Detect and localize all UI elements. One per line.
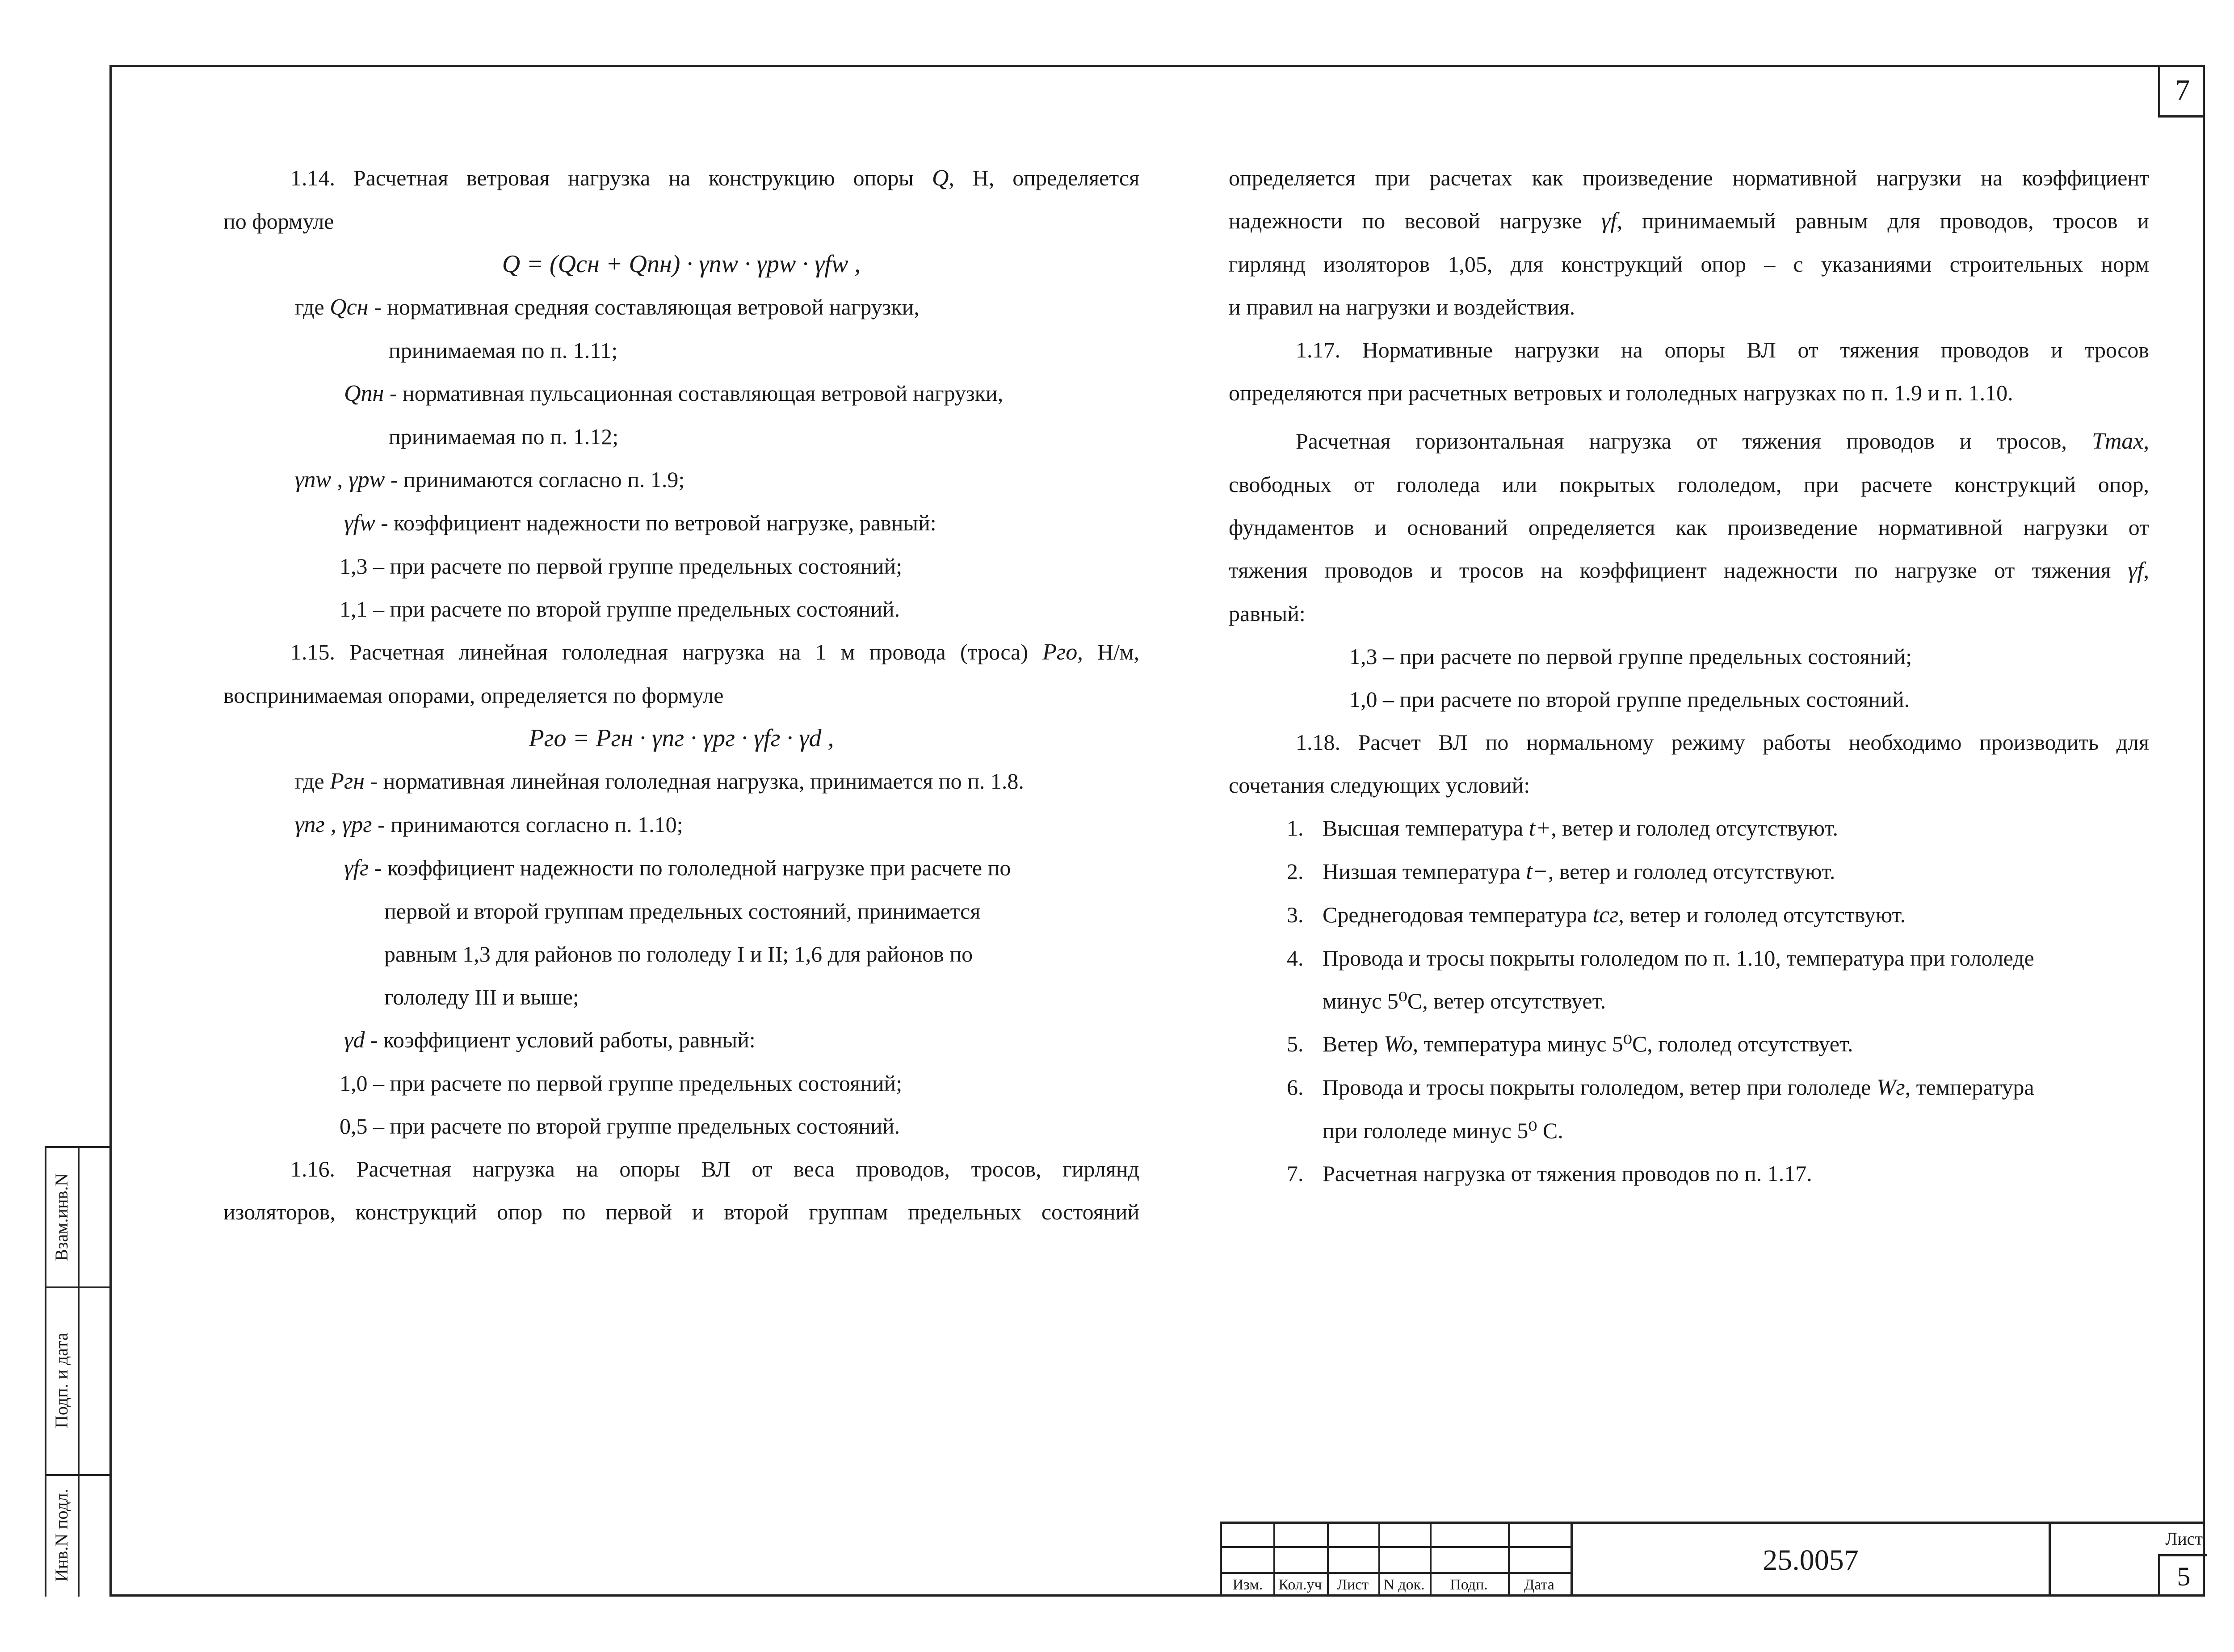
where-p-g: где Pгн - нормативная линейная гололедная нагрузка, принимается по п. 1.8. [295, 769, 1024, 794]
para-1-16-end: и правил на нагрузки и воздействия. [1229, 294, 1575, 319]
sheet-corner-number: 7 [2158, 65, 2205, 118]
para-1-15: 1.15. Расчетная линейная гололедная нагрузка на 1 м провода (троса) Pго, Н/м, [290, 639, 1140, 665]
para-1-16-end: гирлянд изоляторов 1,05, для конструкций опор – с указаниями строительных норм [1229, 252, 2149, 277]
revision-grid [1222, 1524, 1571, 1597]
para-1-18: 1.18. Расчет ВЛ по нормальному режиму работы необходимо производить для [1296, 730, 2149, 755]
conditions-list [1229, 807, 2149, 1195]
list-item: 2. Низшая температура t−, ветер и гололед отсутствуют. [1287, 859, 1835, 884]
list-item: 1,3 – при расчете по первой группе предельных состояний; [340, 554, 903, 579]
para-1-14: 1.14. Расчетная ветровая нагрузка на конструкцию опоры Q, Н, определяется [290, 165, 1140, 191]
where-q-p: Qпн - нормативная пульсационная составляющая ветровой нагрузки, [344, 381, 1004, 406]
where-q-c: где Qсн - нормативная средняя составляющая ветровой нагрузки, [295, 294, 920, 320]
where-gamma-fg-cont: равным 1,3 для районов по гололеду I и II; 1,6 для районов по [384, 942, 973, 967]
stamp-label-inv: Инв.N подл. [51, 1488, 71, 1582]
where-q-c-cont: принимаемая по п. 1.11; [389, 338, 618, 363]
where-gamma-ng: γnг , γpг - принимаются согласно п. 1.10; [295, 812, 683, 837]
formula-p: Pго = Pгн · γnг · γpг · γfг · γd , [529, 724, 834, 752]
margin-stamp [45, 1146, 112, 1597]
where-gamma-d: γd - коэффициент условий работы, равный: [344, 1027, 756, 1053]
sheet-number: 5 [2158, 1554, 2207, 1597]
para-1-14-cont: по формуле [223, 209, 334, 234]
header-n-dok: N док. [1383, 1576, 1425, 1593]
para-1-16-end: определяется при расчетах как произведение нормативной нагрузки на коэффициент [1229, 165, 2149, 190]
header-podp: Подп. [1450, 1576, 1488, 1593]
stamp-label-vzam: Взам.инв.N [51, 1173, 71, 1261]
para-1-16-end: надежности по весовой нагрузке γf, принимаемый равным для проводов, тросов и [1229, 208, 2150, 234]
sheet-box [2049, 1524, 2207, 1597]
header-kol-uch: Кол.уч [1278, 1576, 1322, 1593]
list-item: 1,3 – при расчете по первой группе предельных состояний; [1349, 644, 1912, 669]
list-item: 1. Высшая температура t+, ветер и гололед отсутствуют. [1287, 815, 1838, 841]
para-horizontal: Расчетная горизонтальная нагрузка от тяжения проводов и тросов, Tmax, [1296, 429, 2150, 454]
para-1-18-cont: сочетания следующих условий: [1229, 773, 1530, 798]
list-item: 4. Провода и тросы покрыты гололедом по п. 1.10, температура при гололеде [1287, 946, 2034, 971]
list-item: 6. Провода и тросы покрыты гололедом, ветер при гололеде Wг, температура [1287, 1075, 2034, 1100]
para-1-16-cont: изоляторов, конструкций опор по первой и второй группам предельных состояний [223, 1199, 1139, 1224]
para-1-15-cont: воспринимаемая опорами, определяется по формуле [223, 683, 724, 708]
where-gamma-fg-cont: гололеду III и выше; [384, 984, 579, 1009]
header-list: Лист [1336, 1576, 1369, 1593]
formula-q: Q = (Qсн + Qпн) · γnw · γpw · γfw , [502, 250, 861, 278]
list-item: 1,0 – при расчете по второй группе предельных состояний. [1349, 687, 1910, 712]
header-izm: Изм. [1232, 1576, 1263, 1593]
document-code: 25.0057 [1571, 1524, 2049, 1597]
grid-line [78, 1148, 80, 1597]
para-1-16: 1.16. Расчетная нагрузка на опоры ВЛ от веса проводов, тросов, гирлянд [290, 1156, 1139, 1181]
para-1-17: 1.17. Нормативные нагрузки на опоры ВЛ от тяжения проводов и тросов [1296, 337, 2149, 362]
where-gamma-nw: γnw , γpw - принимаются согласно п. 1.9; [295, 467, 685, 492]
where-gamma-fw: γfw - коэффициент надежности по ветровой нагрузке, равный: [344, 510, 936, 536]
para-horizontal-cont: свободных от гололеда или покрытых гололедом, при расчете конструкций опор, [1229, 472, 2149, 497]
sheet-label: Лист [2165, 1529, 2203, 1549]
list-item: 3. Среднегодовая температура tсг, ветер и гололед отсутствуют. [1287, 902, 1906, 928]
title-block [1220, 1522, 2205, 1597]
list-item-cont: при гололеде минус 5⁰ С. [1323, 1118, 1563, 1143]
where-gamma-fg: γfг - коэффициент надежности по гололедной нагрузке при расчете по [344, 855, 1011, 881]
where-q-p-cont: принимаемая по п. 1.12; [389, 424, 619, 449]
para-horizontal-cont: тяжения проводов и тросов на коэффициент надежности по нагрузке от тяжения γf, [1229, 558, 2150, 583]
para-1-17-cont: определяются при расчетных ветровых и гололедных нагрузках по п. 1.9 и п. 1.10. [1229, 380, 2013, 405]
list-item: 0,5 – при расчете по второй группе предельных состояний. [340, 1114, 900, 1139]
list-item-cont: минус 5⁰С, ветер отсутствует. [1323, 988, 1606, 1013]
where-gamma-fg-cont: первой и второй группам предельных состояний, принимается [384, 899, 981, 924]
header-data: Дата [1524, 1576, 1554, 1593]
list-item: 5. Ветер Wo, температура минус 5⁰С, гололед отсутствует. [1287, 1031, 1853, 1057]
list-item: 1,0 – при расчете по первой группе предельных состояний; [340, 1071, 903, 1096]
list-item: 1,1 – при расчете по второй группе предельных состояний. [340, 597, 900, 622]
para-horizontal-cont: равный: [1229, 601, 1306, 626]
para-horizontal-cont: фундаментов и оснований определяется как произведение нормативной нагрузки от [1229, 515, 2149, 540]
left-column [223, 156, 1139, 1233]
list-item: 7. Расчетная нагрузка от тяжения проводов по п. 1.17. [1287, 1161, 1812, 1186]
right-column [1229, 156, 2149, 1195]
stamp-label-podp: Подп. и дата [51, 1333, 71, 1428]
